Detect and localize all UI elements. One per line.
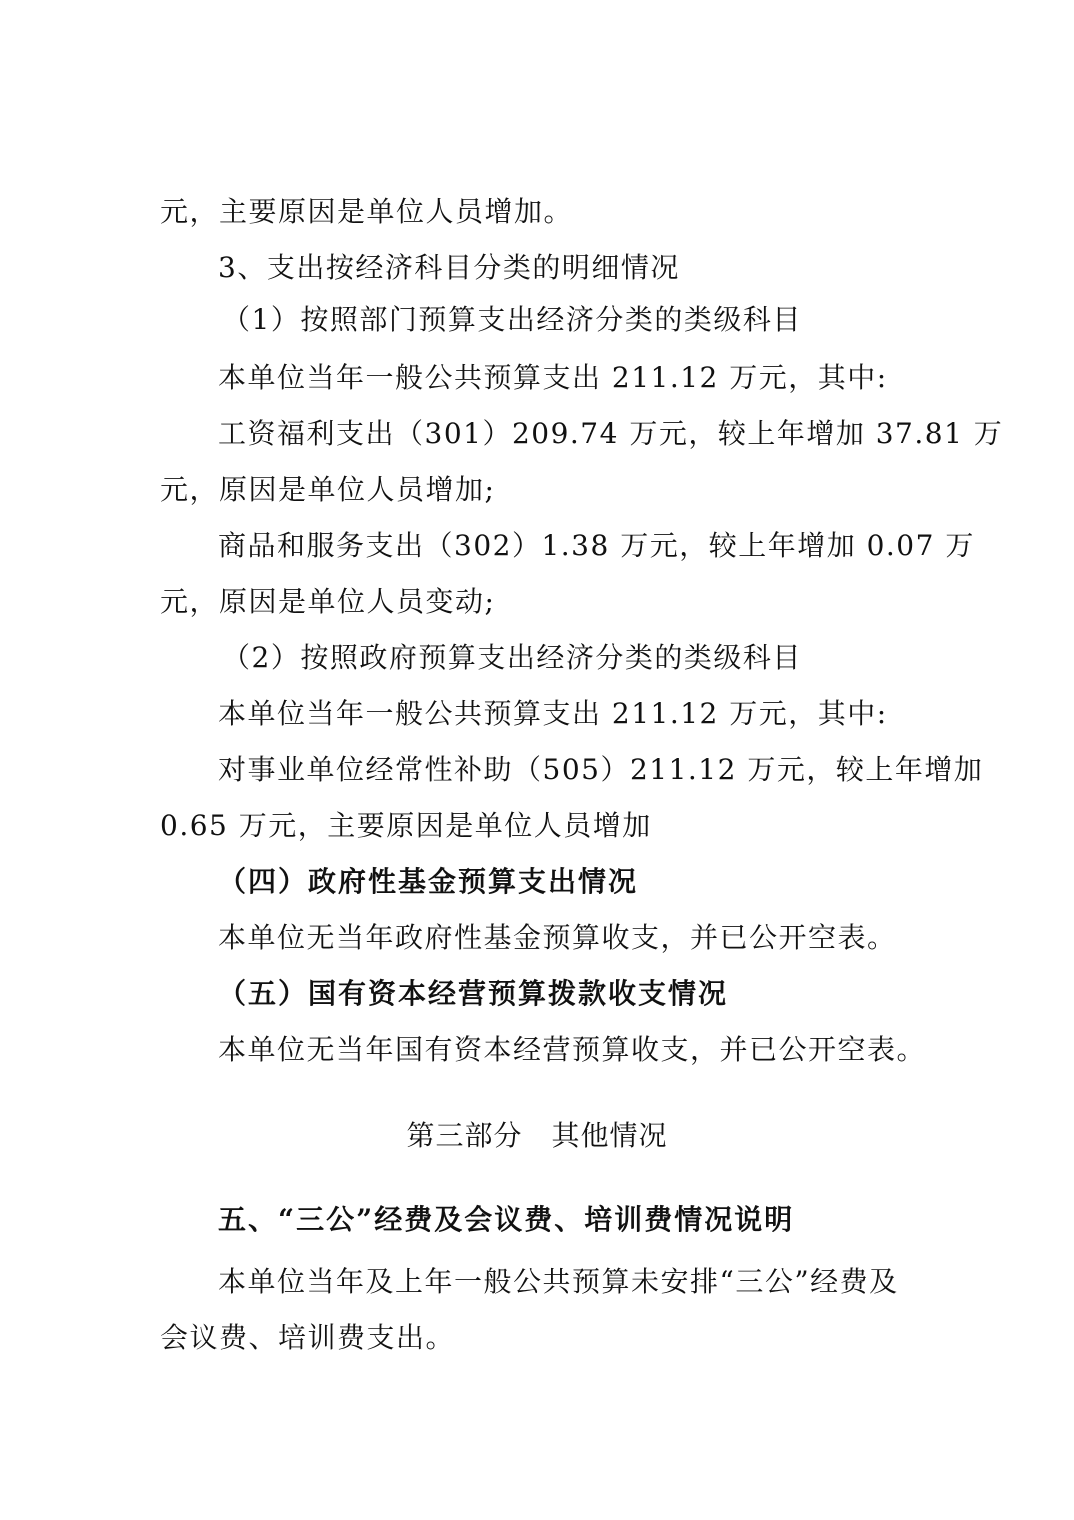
paragraph-line: 本单位当年及上年一般公共预算未安排“三公”经费及 [218,1265,899,1298]
paragraph-line: 本单位无当年政府性基金预算收支，并已公开空表。 [218,921,897,954]
paragraph-line: 工资福利支出（301）209.74 万元，较上年增加 37.81 万 [218,417,1004,450]
paragraph-line: 元，主要原因是单位人员增加。 [160,195,574,228]
paragraph-line: 对事业单位经常性补助（505）211.12 万元，较上年增加 [218,753,984,786]
paragraph-line: 元，原因是单位人员增加; [160,473,496,506]
paragraph-line: 元，原因是单位人员变动; [160,585,496,618]
paragraph-line: 本单位无当年国有资本经营预算收支，并已公开空表。 [218,1033,927,1066]
paragraph-line: 0.65 万元，主要原因是单位人员增加 [160,809,652,842]
paragraph-line: 会议费、培训费支出。 [160,1321,456,1354]
paragraph-line: 本单位当年一般公共预算支出 211.12 万元，其中: [218,697,888,730]
section-heading-4: （四）政府性基金预算支出情况 [218,865,639,898]
section-subheading: 3、支出按经济科目分类的明细情况 [218,251,680,284]
section-heading-5: （五）国有资本经营预算拨款收支情况 [218,977,729,1010]
section-subheading: （2）按照政府预算支出经济分类的类级科目 [222,641,802,674]
part-title: 第三部分 其他情况 [406,1119,668,1152]
section-heading-five: 五、“三公”经费及会议费、培训费情况说明 [218,1203,795,1236]
section-subheading: （1）按照部门预算支出经济分类的类级科目 [222,303,802,336]
paragraph-line: 本单位当年一般公共预算支出 211.12 万元，其中: [218,361,888,394]
paragraph-line: 商品和服务支出（302）1.38 万元，较上年增加 0.07 万 [218,529,975,562]
